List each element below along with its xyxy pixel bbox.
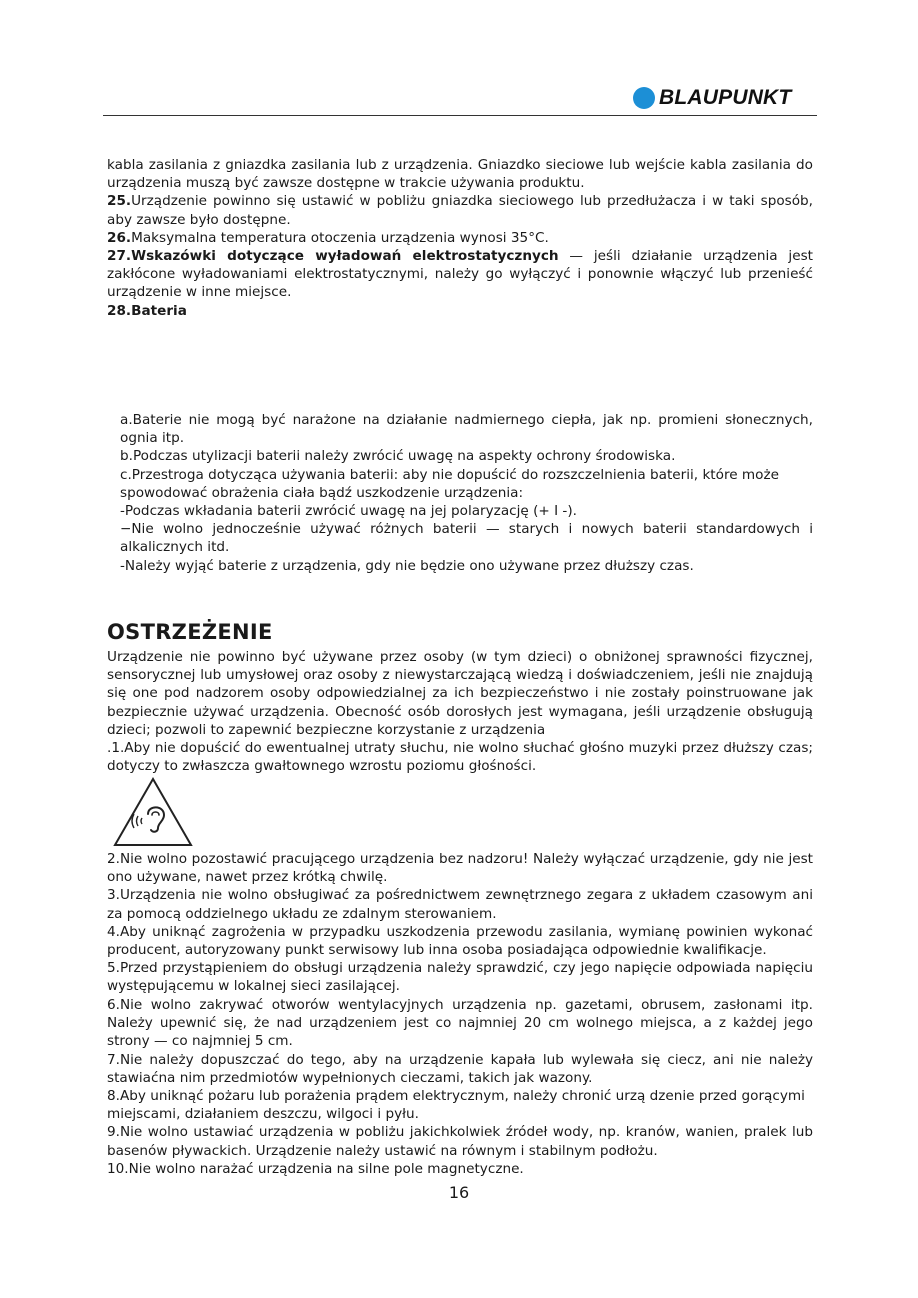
item-25-text: Urządzenie powinno się ustawić w pobliżu gniazdka sieciowego lub przedłużacza i w taki sposób, aby zawsze było dostępne. bbox=[107, 193, 813, 228]
battery-item-b: b.Podczas utylizacji baterii należy zwrócić uwagę na aspekty ochrony środowiska. bbox=[120, 448, 676, 465]
battery-item-c-line1: c.Przestroga dotycząca używania baterii: aby nie dopuścić do rozszczelnienia baterii, które może bbox=[120, 466, 779, 483]
warning-item-10: 10.Nie wolno narażać urządzenia na silne pole magnetyczne. bbox=[107, 1160, 524, 1177]
item-25-number: 25. bbox=[107, 193, 132, 210]
warning-item-2: 2.Nie wolno pozostawić pracującego urządzenia bez nadzoru! Należy wyłączać urządzenie, gdy nie jest ono używane, nawet przez krótką chwilę. bbox=[107, 851, 813, 886]
warning-items-2-5 bbox=[107, 850, 813, 996]
warning-intro-block bbox=[107, 648, 813, 775]
item-26-number: 26. bbox=[107, 229, 132, 246]
warning-item-1: .1.Aby nie dopuścić do ewentualnej utraty słuchu, nie wolno słuchać głośno muzyki przez dłuższy czas; dotyczy to zwłaszcza gwałtownego wzrostu poziomu głośności. bbox=[107, 740, 813, 775]
item-27 bbox=[107, 247, 813, 302]
battery-removal-note: -Należy wyjąć baterie z urządzenia, gdy nie będzie ono używane przez dłuższy czas. bbox=[120, 557, 694, 574]
item-26 bbox=[107, 229, 813, 247]
warning-intro: Urządzenie nie powinno być używane przez osoby (w tym dzieci) o obniżonej sprawności fizycznej, sensorycznej lub umysłowej oraz osoby z niewystarczającą wiedzą i doświadczeniem, jeśli nie znajdują się one pod nadzorem osoby odpowiedzialnej za ich bezpieczeństwo i nie zostały poinstruowane jak bezpiecznie używać urządzenia. Obecność osób dorosłych jest wymagana, jeśli urządzenie obsługują dzieci; pozwoli to zapewnić bezpieczne korzystanie z urządzenia bbox=[107, 649, 813, 738]
warning-item-6: 6.Nie wolno zakrywać otworów wentylacyjnych urządzenia np. gazetami, obrusem, zasłonami itp. Należy upewnić się, że nad urządzeniem jest co najmniej 20 cm wolnego miejsca, a z każdej jego strony — co najmniej 5 cm. bbox=[107, 997, 813, 1050]
warning-item-3: 3.Urządzenia nie wolno obsługiwać za pośrednictwem zewnętrznego zegara z układem czasowym ani za pomocą oddzielnego układu ze zdalnym sterowaniem. bbox=[107, 887, 813, 922]
brand-logo bbox=[633, 86, 791, 110]
item-27-text: — jeśli działanie urządzenia jest zakłócone wyładowaniami elektrostatycznymi, należy go wyłączyć i ponownie włączyć lub przenieść urządzenie w inne miejsce. bbox=[107, 248, 813, 301]
warning-item-9: 9.Nie wolno ustawiać urządzenia w pobliżu jakichkolwiek źródeł wody, np. kranów, wanien, pralek lub basenów pływackich. Urządzenie należy ustawić na równym i stabilnym podłożu. bbox=[107, 1124, 813, 1159]
hearing-warning-icon bbox=[112, 776, 194, 848]
warning-item-4: 4.Aby uniknąć zagrożenia w przypadku uszkodzenia przewodu zasilania, wymianę powinien wykonać producent, autoryzowany punkt serwisowy lub inna osoba posiadająca odpowiednie kwalifikacje. bbox=[107, 923, 813, 959]
brand-name: BLAUPUNKT bbox=[659, 86, 792, 109]
warning-item-8-line2: miejscami, działaniem deszczu, wilgoci i pyłu. bbox=[107, 1106, 419, 1123]
item-27-title: 27.Wskazówki dotyczące wyładowań elektrostatycznych bbox=[107, 248, 559, 265]
battery-mixing-note: −Nie wolno jednocześnie używać różnych baterii — starych i nowych baterii standardowych i alkalicznych itd. bbox=[120, 521, 813, 556]
warning-item-7: 7.Nie należy dopuszczać do tego, aby na urządzenie kapała lub wylewała się ciecz, ani nie należy stawiaćna nim przedmiotów wypełnionych cieczami, takich jak wazony. bbox=[107, 1051, 813, 1086]
warning-item-5: 5.Przed przystąpieniem do obsługi urządzenia należy sprawdzić, czy jego napięcie odpowiada napięciu występującemu w lokalnej sieci zasilającej. bbox=[107, 960, 813, 995]
battery-item-a: a.Baterie nie mogą być narażone na działanie nadmiernego ciepła, jak np. promieni słonecznych, ognia itp. bbox=[120, 412, 813, 447]
warning-items-6-10 bbox=[107, 996, 813, 1178]
warning-item-8-line1: 8.Aby uniknąć pożaru lub porażenia prądem elektrycznym, należy chronić urzą dzenie przed gorącymi bbox=[107, 1088, 805, 1105]
brand-dot-icon bbox=[633, 87, 655, 109]
safety-items-24-28 bbox=[107, 156, 813, 320]
battery-item-c-line2: spowodować obrażenia ciała bądź uszkodzenie urządzenia: bbox=[120, 484, 524, 501]
item-26-text: Maksymalna temperatura otoczenia urządzenia wynosi 35°C. bbox=[131, 229, 549, 246]
item-24-continuation: kabla zasilania z gniazdka zasilania lub z urządzenia. Gniazdko sieciowe lub wejście kabla zasilania do urządzenia muszą być zawsze dostępne w trakcie używania produktu. bbox=[107, 157, 813, 192]
battery-polarity-note: -Podczas wkładania baterii zwrócić uwagę na jej polaryzację (+ I -). bbox=[120, 503, 577, 520]
item-25 bbox=[107, 192, 813, 228]
warning-heading: OSTRZEŻENIE bbox=[107, 620, 273, 644]
page-number: 16 bbox=[448, 1183, 470, 1202]
header-rule bbox=[103, 115, 817, 116]
item-28-title: 28.Bateria bbox=[107, 302, 187, 319]
battery-instructions bbox=[120, 411, 813, 575]
